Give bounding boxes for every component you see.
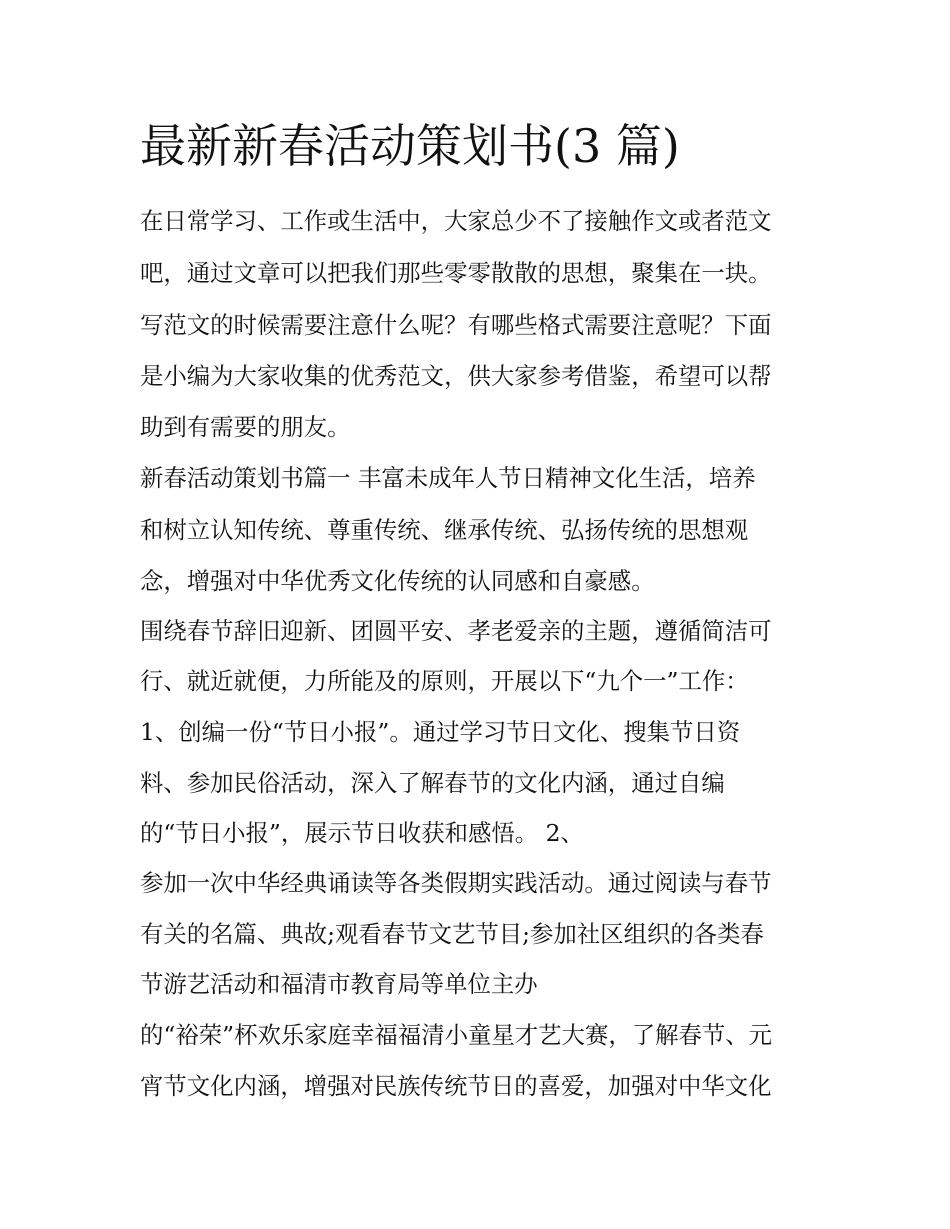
body-line: 1、创编一份“节日小报”。通过学习节日文化、搜集节日资 (140, 718, 741, 746)
body-line: 的“节日小报”，展示节日收获和感悟。 2、 (140, 819, 584, 847)
body-line: 料、参加民俗活动，深入了解春节的文化内涵，通过自编 (140, 769, 725, 797)
body-line: 宵节文化内涵，增强对民族传统节日的喜爱，加强对中华文化 (140, 1072, 772, 1100)
body-line: 新春活动策划书篇一 丰富未成年人节日精神文化生活，培养 (140, 464, 756, 492)
body-line: 围绕春节辞旧迎新、团圆平安、孝老爱亲的主题，遵循简洁可 (140, 617, 772, 645)
body-line: 的“裕荣”杯欢乐家庭幸福福清小童星才艺大赛，了解春节、元 (140, 1021, 773, 1049)
body-line: 参加一次中华经典诵读等各类假期实践活动。通过阅读与春节 (140, 869, 772, 897)
body-line: 和树立认知传统、尊重传统、继承传统、弘扬传统的思想观 (140, 516, 749, 544)
body-line: 写范文的时候需要注意什么呢？有哪些格式需要注意呢？下面 (140, 311, 772, 339)
body-line: 是小编为大家收集的优秀范文，供大家参考借鉴，希望可以帮 (140, 362, 772, 390)
body-line: 念，增强对中华优秀文化传统的认同感和自豪感。 (140, 567, 655, 595)
body-line: 助到有需要的朋友。 (140, 413, 351, 441)
document-title: 最新新春活动策划书(3 篇) (140, 119, 680, 173)
body-line: 在日常学习、工作或生活中，大家总少不了接触作文或者范文 (140, 207, 772, 235)
body-line: 节游艺活动和福清市教育局等单位主办 (140, 970, 538, 998)
body-line: 有关的名篇、典故;观看春节文艺节目;参加社区组织的各类春 (140, 920, 764, 948)
body-line: 行、就近就便，力所能及的原则，开展以下“九个一”工作： (140, 667, 749, 695)
body-line: 吧，通过文章可以把我们那些零零散散的思想，聚集在一块。 (140, 259, 772, 287)
